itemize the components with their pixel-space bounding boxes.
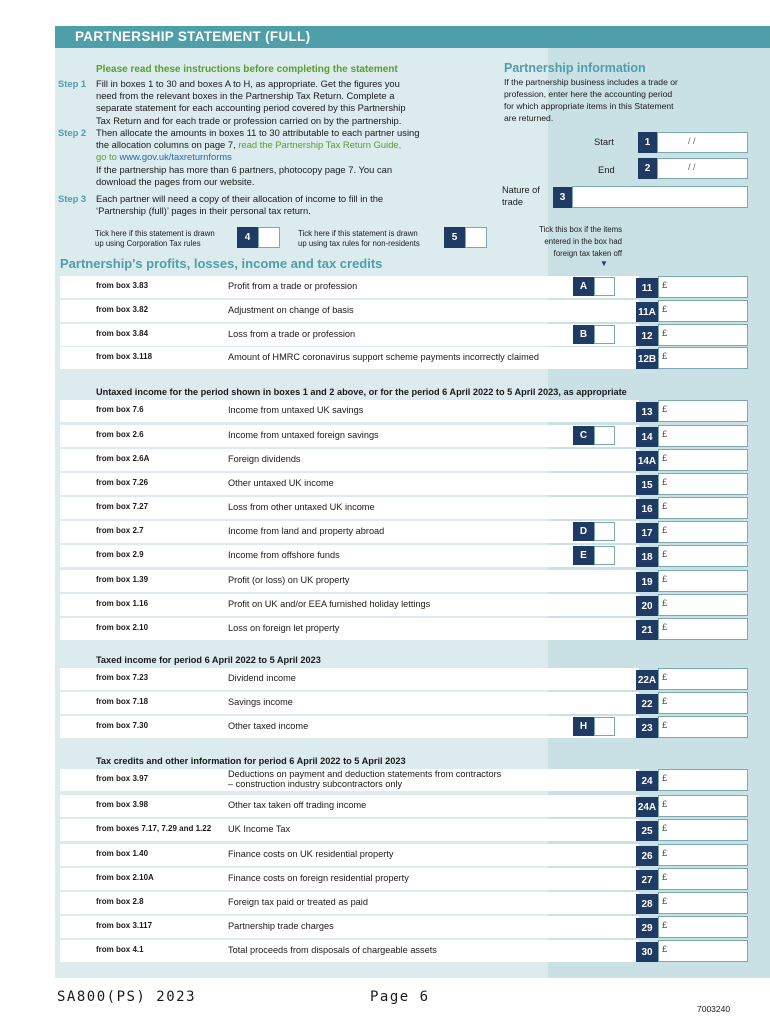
- row-description: Loss from a trade or profession: [228, 329, 356, 339]
- source-box-ref: from box 2.9: [96, 550, 144, 559]
- row-description: UK Income Tax: [228, 824, 291, 834]
- box-number-label: 25: [636, 821, 658, 841]
- step2-text-part: the allocation columns on page 7,: [96, 139, 239, 151]
- pound-sign: £: [662, 351, 668, 362]
- foreign-tax-checkbox[interactable]: [594, 717, 615, 736]
- pound-sign: £: [662, 304, 668, 315]
- end-date-input[interactable]: / /: [657, 158, 748, 179]
- source-box-ref: from box 3.117: [96, 921, 153, 930]
- amount-input[interactable]: [658, 668, 748, 690]
- pound-sign: £: [662, 404, 668, 415]
- tick5-label: [298, 229, 420, 248]
- source-box-ref: from box 7.6: [96, 405, 144, 414]
- box-number-label: 14: [636, 427, 658, 447]
- amount-input[interactable]: [658, 892, 748, 914]
- box-5-checkbox[interactable]: [465, 227, 487, 248]
- step1-text: [96, 78, 406, 127]
- description-line: – construction industry subcontractors only: [228, 779, 403, 789]
- source-box-ref: from box 3.82: [96, 305, 149, 314]
- table-row: [60, 545, 639, 567]
- box-number-label: 22A: [636, 670, 658, 690]
- row-description: Finance costs on foreign residential property: [228, 873, 409, 883]
- down-arrow-icon: ▼: [600, 259, 608, 268]
- source-box-ref: from box 1.16: [96, 599, 149, 608]
- table-row: [60, 819, 639, 841]
- partnership-info-text: [504, 76, 734, 124]
- pound-sign: £: [662, 477, 668, 488]
- amount-input[interactable]: [658, 425, 748, 447]
- info-line: If the partnership business includes a trade or: [504, 77, 678, 87]
- source-box-ref: from box 7.23: [96, 673, 149, 682]
- amount-input[interactable]: [658, 868, 748, 890]
- amount-input[interactable]: [658, 618, 748, 640]
- box-number-label: 28: [636, 894, 658, 914]
- foreign-tax-note: [512, 224, 622, 260]
- source-box-ref: from boxes 7.17, 7.29 and 1.22: [96, 824, 212, 833]
- box-4-checkbox[interactable]: [258, 227, 280, 248]
- source-box-ref: from box 1.39: [96, 575, 149, 584]
- step2-line: If the partnership has more than 6 partners, photocopy page 7. You can: [96, 163, 393, 175]
- source-box-ref: from box 2.10A: [96, 873, 154, 882]
- foreign-tax-box-label: E: [573, 546, 594, 565]
- pound-sign: £: [662, 799, 668, 810]
- foreign-line: entered in the box had: [544, 237, 622, 246]
- table-row: [60, 497, 639, 519]
- amount-input[interactable]: [658, 594, 748, 616]
- table-row: [60, 668, 639, 690]
- pound-sign: £: [662, 848, 668, 859]
- table-row: [60, 618, 639, 640]
- row-description: [228, 769, 501, 789]
- source-box-ref: from box 3.83: [96, 281, 149, 290]
- amount-input[interactable]: [658, 473, 748, 495]
- foreign-tax-box-label: A: [573, 277, 594, 296]
- table-row: [60, 769, 639, 791]
- partnership-info-title: Partnership information: [504, 61, 646, 75]
- step2-line: Then allocate the amounts in boxes 11 to 30 attributable to each partner using: [96, 127, 420, 138]
- pound-sign: £: [662, 696, 668, 707]
- box-number-label: 27: [636, 870, 658, 890]
- amount-input[interactable]: [658, 844, 748, 866]
- source-box-ref: from box 3.118: [96, 352, 153, 361]
- source-box-ref: from box 3.97: [96, 774, 149, 783]
- box-number-label: 24A: [636, 797, 658, 817]
- table-row: [60, 347, 639, 369]
- table-row: [60, 425, 639, 447]
- source-box-ref: from box 2.6A: [96, 454, 150, 463]
- form-code: 7003240: [697, 1004, 731, 1014]
- amount-input[interactable]: [658, 545, 748, 567]
- tick4-line: Tick here if this statement is drawn: [95, 229, 215, 238]
- source-box-ref: from box 4.1: [96, 945, 144, 954]
- pound-sign: £: [662, 574, 668, 585]
- goto-text: go to: [96, 151, 120, 163]
- row-description: Income from untaxed foreign savings: [228, 430, 379, 440]
- table-row: [60, 521, 639, 543]
- amount-input[interactable]: [658, 716, 748, 738]
- taxed-subheading: Taxed income for period 6 April 2022 to 5 April 2023: [96, 655, 321, 665]
- amount-input[interactable]: [658, 795, 748, 817]
- source-box-ref: from box 7.18: [96, 697, 149, 706]
- row-description: Partnership trade charges: [228, 921, 334, 931]
- nature-line: Nature of: [502, 185, 540, 195]
- tick5-line: Tick here if this statement is drawn: [298, 229, 418, 238]
- page-number: Page 6: [370, 989, 430, 1005]
- foreign-line: Tick this box if the items: [539, 225, 622, 234]
- row-description: Loss on foreign let property: [228, 623, 340, 633]
- row-description: Other untaxed UK income: [228, 478, 334, 488]
- source-box-ref: from box 3.84: [96, 329, 149, 338]
- box-number-label: 23: [636, 718, 658, 738]
- pound-sign: £: [662, 896, 668, 907]
- page-title: PARTNERSHIP STATEMENT (FULL): [75, 29, 311, 44]
- step2-label: Step 2: [58, 127, 87, 138]
- source-box-ref: from box 7.27: [96, 502, 149, 511]
- pound-sign: £: [662, 823, 668, 834]
- table-row: [60, 400, 639, 422]
- tick4-line: up using Corporation Tax rules: [95, 238, 201, 248]
- source-box-ref: from box 1.40: [96, 849, 149, 858]
- box-number-label: 22: [636, 694, 658, 714]
- pound-sign: £: [662, 773, 668, 784]
- amount-input[interactable]: [658, 400, 748, 422]
- row-description: Finance costs on UK residential property: [228, 849, 394, 859]
- pound-sign: £: [662, 525, 668, 536]
- source-box-ref: from box 2.10: [96, 623, 149, 632]
- foreign-tax-checkbox[interactable]: [594, 546, 615, 565]
- box-5-label: 5: [444, 227, 465, 248]
- step1-line: Fill in boxes 1 to 30 and boxes A to H, as appropriate. Get the figures you: [96, 78, 400, 89]
- step2-line: [96, 151, 419, 163]
- table-row: [60, 570, 639, 592]
- instructions-heading: Please read these instructions before completing the statement: [96, 64, 398, 75]
- table-row: [60, 276, 639, 298]
- source-box-ref: from box 2.7: [96, 526, 144, 535]
- row-description: Foreign tax paid or treated as paid: [228, 897, 368, 907]
- step1-line: separate statement for each accounting period covered by this Partnership: [96, 102, 406, 114]
- amount-input[interactable]: [658, 276, 748, 298]
- tick4-label: [95, 229, 215, 248]
- box-2-label: 2: [638, 158, 657, 179]
- foreign-tax-checkbox[interactable]: [594, 426, 615, 445]
- table-row: [60, 300, 639, 322]
- table-row: [60, 716, 639, 738]
- step1-line: need from the relevant boxes in the Partnership Tax Return. Complete a: [96, 90, 395, 102]
- table-row: [60, 449, 639, 471]
- tax-credits-subheading: Tax credits and other information for period 6 April 2022 to 5 April 2023: [96, 756, 406, 766]
- pound-sign: £: [662, 720, 668, 731]
- step2-line: [96, 139, 419, 151]
- table-row: [60, 473, 639, 495]
- description-line: Deductions on payment and deduction statements from contractors: [228, 769, 502, 779]
- guide-reference: read the Partnership Tax Return Guide,: [238, 139, 402, 151]
- nature-of-trade-input[interactable]: [572, 186, 748, 208]
- pound-sign: £: [662, 453, 668, 464]
- box-number-label: 17: [636, 523, 658, 543]
- amount-input[interactable]: [658, 521, 748, 543]
- step1-label: Step 1: [58, 78, 87, 89]
- taxreturnforms-link[interactable]: www.gov.uk/taxreturnforms: [119, 151, 232, 163]
- nature-line: trade: [502, 197, 523, 207]
- step3-label: Step 3: [58, 193, 87, 204]
- foreign-tax-box-label: C: [573, 426, 594, 445]
- section-title: Partnership's profits, losses, income and tax credits: [60, 256, 383, 271]
- table-row: [60, 795, 639, 817]
- row-description: Other tax taken off trading income: [228, 800, 367, 810]
- box-number-label: 21: [636, 620, 658, 640]
- row-description: Loss from other untaxed UK income: [228, 502, 375, 512]
- foreign-tax-checkbox[interactable]: [594, 277, 615, 296]
- pound-sign: £: [662, 944, 668, 955]
- info-line: profession, enter here the accounting period: [504, 89, 673, 99]
- step2-text: [96, 127, 419, 188]
- start-date-input[interactable]: / /: [657, 132, 748, 153]
- row-description: Other taxed income: [228, 721, 309, 731]
- row-description: Amount of HMRC coronavirus support scheme payments incorrectly claimed: [228, 352, 539, 362]
- step2-line: download the pages from our website.: [96, 175, 255, 187]
- pound-sign: £: [662, 501, 668, 512]
- box-1-label: 1: [638, 132, 657, 153]
- untaxed-subheading: Untaxed income for the period shown in boxes 1 and 2 above, or for the period 6 April 2022 to 5 April 2023, as appropriate: [96, 387, 627, 397]
- pound-sign: £: [662, 429, 668, 440]
- table-row: [60, 594, 639, 616]
- box-number-label: 14A: [636, 451, 658, 471]
- table-row: [60, 692, 639, 714]
- box-number-label: 24: [636, 771, 658, 791]
- pound-sign: £: [662, 622, 668, 633]
- title-bar: [55, 26, 770, 48]
- table-row: [60, 324, 639, 346]
- pound-sign: £: [662, 280, 668, 291]
- foreign-tax-box-label: D: [573, 522, 594, 541]
- box-number-label: 18: [636, 547, 658, 567]
- nature-of-trade-label: [502, 184, 540, 208]
- pound-sign: £: [662, 598, 668, 609]
- box-4-label: 4: [237, 227, 258, 248]
- row-description: Profit from a trade or profession: [228, 281, 358, 291]
- row-description: Profit on UK and/or EEA furnished holiday lettings: [228, 599, 431, 609]
- box-number-label: 19: [636, 572, 658, 592]
- box-number-label: 13: [636, 402, 658, 422]
- row-description: Income from land and property abroad: [228, 526, 385, 536]
- amount-input[interactable]: [658, 324, 748, 346]
- start-label: Start: [594, 136, 614, 147]
- pound-sign: £: [662, 872, 668, 883]
- foreign-line: foreign tax taken off: [553, 249, 622, 258]
- pound-sign: £: [662, 549, 668, 560]
- row-description: Foreign dividends: [228, 454, 301, 464]
- pound-sign: £: [662, 920, 668, 931]
- end-label: End: [598, 164, 615, 175]
- foreign-tax-box-label: H: [573, 717, 594, 736]
- info-line: are returned.: [504, 113, 554, 123]
- amount-input[interactable]: [658, 819, 748, 841]
- tick5-line: up using tax rules for non-residents: [298, 238, 420, 248]
- table-row: [60, 940, 639, 962]
- box-number-label: 26: [636, 846, 658, 866]
- amount-input[interactable]: [658, 570, 748, 592]
- table-row: [60, 916, 639, 938]
- box-number-label: 15: [636, 475, 658, 495]
- box-3-label: 3: [553, 187, 572, 208]
- row-description: Savings income: [228, 697, 293, 707]
- partnership-statement-form: [55, 26, 770, 978]
- pound-sign: £: [662, 328, 668, 339]
- row-description: Income from offshore funds: [228, 550, 340, 560]
- amount-input[interactable]: [658, 940, 748, 962]
- box-number-label: 11A: [636, 302, 658, 322]
- step3-line: Each partner will need a copy of their allocation of income to fill in the: [96, 193, 384, 204]
- source-box-ref: from box 3.98: [96, 800, 149, 809]
- box-number-label: 12: [636, 326, 658, 346]
- amount-input[interactable]: [658, 916, 748, 938]
- table-row: [60, 844, 639, 866]
- amount-input[interactable]: [658, 769, 748, 791]
- amount-input[interactable]: [658, 347, 748, 369]
- foreign-tax-checkbox[interactable]: [594, 522, 615, 541]
- box-number-label: 30: [636, 942, 658, 962]
- source-box-ref: from box 2.6: [96, 430, 144, 439]
- source-box-ref: from box 7.26: [96, 478, 149, 487]
- pound-sign: £: [662, 672, 668, 683]
- step3-text: [96, 193, 383, 217]
- amount-input[interactable]: [658, 692, 748, 714]
- box-number-label: 12B: [636, 349, 658, 369]
- table-row: [60, 868, 639, 890]
- row-description: Total proceeds from disposals of chargeable assets: [228, 945, 437, 955]
- row-description: Profit (or loss) on UK property: [228, 575, 350, 585]
- amount-input[interactable]: [658, 449, 748, 471]
- table-row: [60, 892, 639, 914]
- row-description: Dividend income: [228, 673, 296, 683]
- row-description: Income from untaxed UK savings: [228, 405, 364, 415]
- foreign-tax-box-label: B: [573, 325, 594, 344]
- box-number-label: 29: [636, 918, 658, 938]
- box-number-label: 16: [636, 499, 658, 519]
- row-description: Adjustment on change of basis: [228, 305, 354, 315]
- info-line: for which appropriate items in this Statement: [504, 101, 674, 111]
- source-box-ref: from box 2.8: [96, 897, 144, 906]
- step3-line: ‘Partnership (full)’ pages in their personal tax return.: [96, 205, 311, 217]
- source-box-ref: from box 7.30: [96, 721, 149, 730]
- amount-input[interactable]: [658, 300, 748, 322]
- box-number-label: 11: [636, 278, 658, 298]
- step1-line: Tax Return and for each trade or profession carried on by the partnership.: [96, 114, 402, 126]
- form-reference: SA800(PS) 2023: [57, 989, 197, 1005]
- amount-input[interactable]: [658, 497, 748, 519]
- foreign-tax-checkbox[interactable]: [594, 325, 615, 344]
- box-number-label: 20: [636, 596, 658, 616]
